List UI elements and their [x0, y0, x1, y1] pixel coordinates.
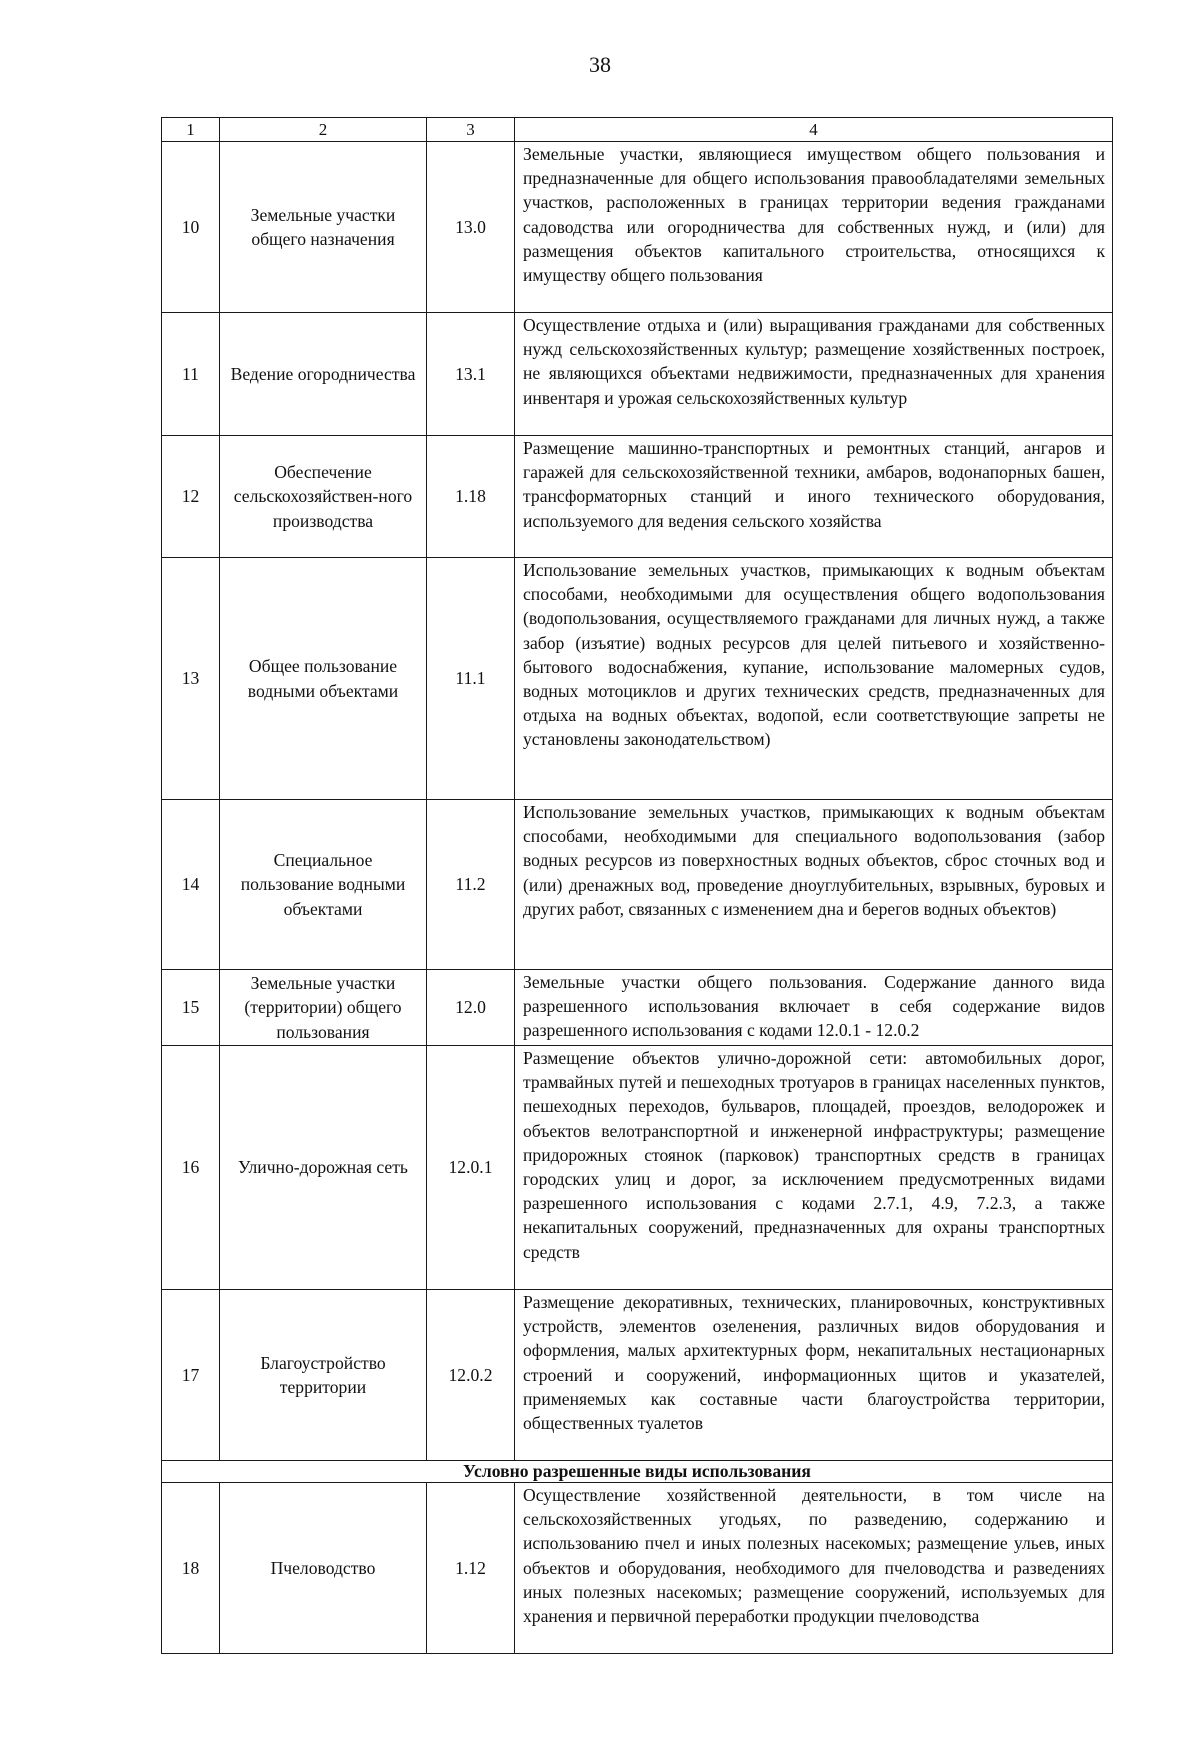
- row-number: 10: [162, 142, 220, 313]
- table-header-row: [162, 118, 1113, 142]
- table-row: [162, 970, 1113, 1046]
- table-row: [162, 313, 1113, 436]
- table-row: [162, 1483, 1113, 1654]
- land-use-name: Ведение огородничества: [220, 313, 427, 436]
- land-use-code: 11.1: [427, 558, 515, 800]
- row-number: 17: [162, 1290, 220, 1461]
- table-row: [162, 1290, 1113, 1461]
- land-use-description: Осуществление отдыха и (или) выращивания гражданами для собственных нужд сельскохозяйственных культур; размещение хозяйственных построек, не являющихся объектами недвижимости, предназначенных для хранения инвентаря и урожая сельскохозяйственных культур: [515, 313, 1113, 436]
- row-number: 12: [162, 436, 220, 558]
- land-use-name: Обеспечение сельскохозяйствен-ного производства: [220, 436, 427, 558]
- land-use-description: Использование земельных участков, примыкающих к водным объектам способами, необходимыми для осуществления общего водопользования (водопользования, осуществляемого гражданами для личных нужд, а также забор (изъятие) водных ресурсов для целей питьевого и хозяйственно-бытового водоснабжения, купание, использование маломерных судов, водных мотоциклов и других технических средств, предназначенных для отдыха на водных объектах, водопой, если соответствующие запреты не установлены законодательством): [515, 558, 1113, 800]
- land-use-name: Специальное пользование водными объектами: [220, 800, 427, 970]
- row-number: 11: [162, 313, 220, 436]
- row-number: 18: [162, 1483, 220, 1654]
- column-header: 2: [220, 118, 427, 142]
- land-use-code: 12.0.1: [427, 1046, 515, 1290]
- land-use-name: Пчеловодство: [220, 1483, 427, 1654]
- row-number: 15: [162, 970, 220, 1046]
- row-number: 14: [162, 800, 220, 970]
- land-use-description: Размещение машинно-транспортных и ремонтных станций, ангаров и гаражей для сельскохозяйственной техники, амбаров, водонапорных башен, трансформаторных станций и иного технического оборудования, используемого для ведения сельского хозяйства: [515, 436, 1113, 558]
- land-use-name: Земельные участки общего назначения: [220, 142, 427, 313]
- land-use-description: Размещение декоративных, технических, планировочных, конструктивных устройств, элементов озеленения, различных видов оборудования и оформления, малых архитектурных форм, некапитальных нестационарных строений и сооружений, информационных щитов и указателей, применяемых как составные части благоустройства территории, общественных туалетов: [515, 1290, 1113, 1461]
- land-use-description: Использование земельных участков, примыкающих к водным объектам способами, необходимыми для специального водопользования (забор водных ресурсов из поверхностных водных объектов, сброс сточных вод и (или) дренажных вод, проведение дноуглубительных, взрывных, буровых и других работ, связанных с изменением дна и берегов водных объектов): [515, 800, 1113, 970]
- land-use-description: Земельные участки общего пользования. Содержание данного вида разрешенного использования включает в себя содержание видов разрешенного использования с кодами 12.0.1 - 12.0.2: [515, 970, 1113, 1046]
- land-use-name: Благоустройство территории: [220, 1290, 427, 1461]
- section-title: Условно разрешенные виды использования: [162, 1461, 1113, 1483]
- land-use-table: [161, 117, 1113, 1654]
- table-row: [162, 142, 1113, 313]
- land-use-code: 12.0: [427, 970, 515, 1046]
- land-use-code: 1.12: [427, 1483, 515, 1654]
- table-row: [162, 436, 1113, 558]
- land-use-code: 11.2: [427, 800, 515, 970]
- land-use-code: 13.0: [427, 142, 515, 313]
- land-use-name: Земельные участки (территории) общего пользования: [220, 970, 427, 1046]
- table-row: [162, 1046, 1113, 1290]
- land-use-description: Осуществление хозяйственной деятельности, в том числе на сельскохозяйственных угодьях, по разведению, содержанию и использованию пчел и иных полезных насекомых; размещение ульев, иных объектов и оборудования, необходимого для пчеловодства и разведениях иных полезных насекомых; размещение сооружений, используемых для хранения и первичной переработки продукции пчеловодства: [515, 1483, 1113, 1654]
- column-header: 1: [162, 118, 220, 142]
- land-use-code: 1.18: [427, 436, 515, 558]
- land-use-description: Размещение объектов улично-дорожной сети: автомобильных дорог, трамвайных путей и пешеходных тротуаров в границах населенных пунктов, пешеходных переходов, бульваров, площадей, проездов, велодорожек и объектов велотранспортной и инженерной инфраструктуры; размещение придорожных стоянок (парковок) транспортных средств в границах городских улиц и дорог, за исключением предусмотренных видами разрешенного использования с кодами 2.7.1, 4.9, 7.2.3, а также некапитальных сооружений, предназначенных для охраны транспортных средств: [515, 1046, 1113, 1290]
- page-number: 38: [589, 52, 611, 77]
- row-number: 13: [162, 558, 220, 800]
- column-header: 4: [515, 118, 1113, 142]
- column-header: 3: [427, 118, 515, 142]
- land-use-code: 12.0.2: [427, 1290, 515, 1461]
- land-use-name: Общее пользование водными объектами: [220, 558, 427, 800]
- land-use-code: 13.1: [427, 313, 515, 436]
- land-use-name: Улично-дорожная сеть: [220, 1046, 427, 1290]
- land-use-description: Земельные участки, являющиеся имуществом общего пользования и предназначенные для общего использования правообладателями земельных участков, расположенных в границах территории ведения гражданами садоводства или огородничества для собственных нужд, и (или) для размещения объектов капитального строительства, относящихся к имуществу общего пользования: [515, 142, 1113, 313]
- row-number: 16: [162, 1046, 220, 1290]
- section-header-row: [162, 1461, 1113, 1483]
- table-row: [162, 800, 1113, 970]
- table-row: [162, 558, 1113, 800]
